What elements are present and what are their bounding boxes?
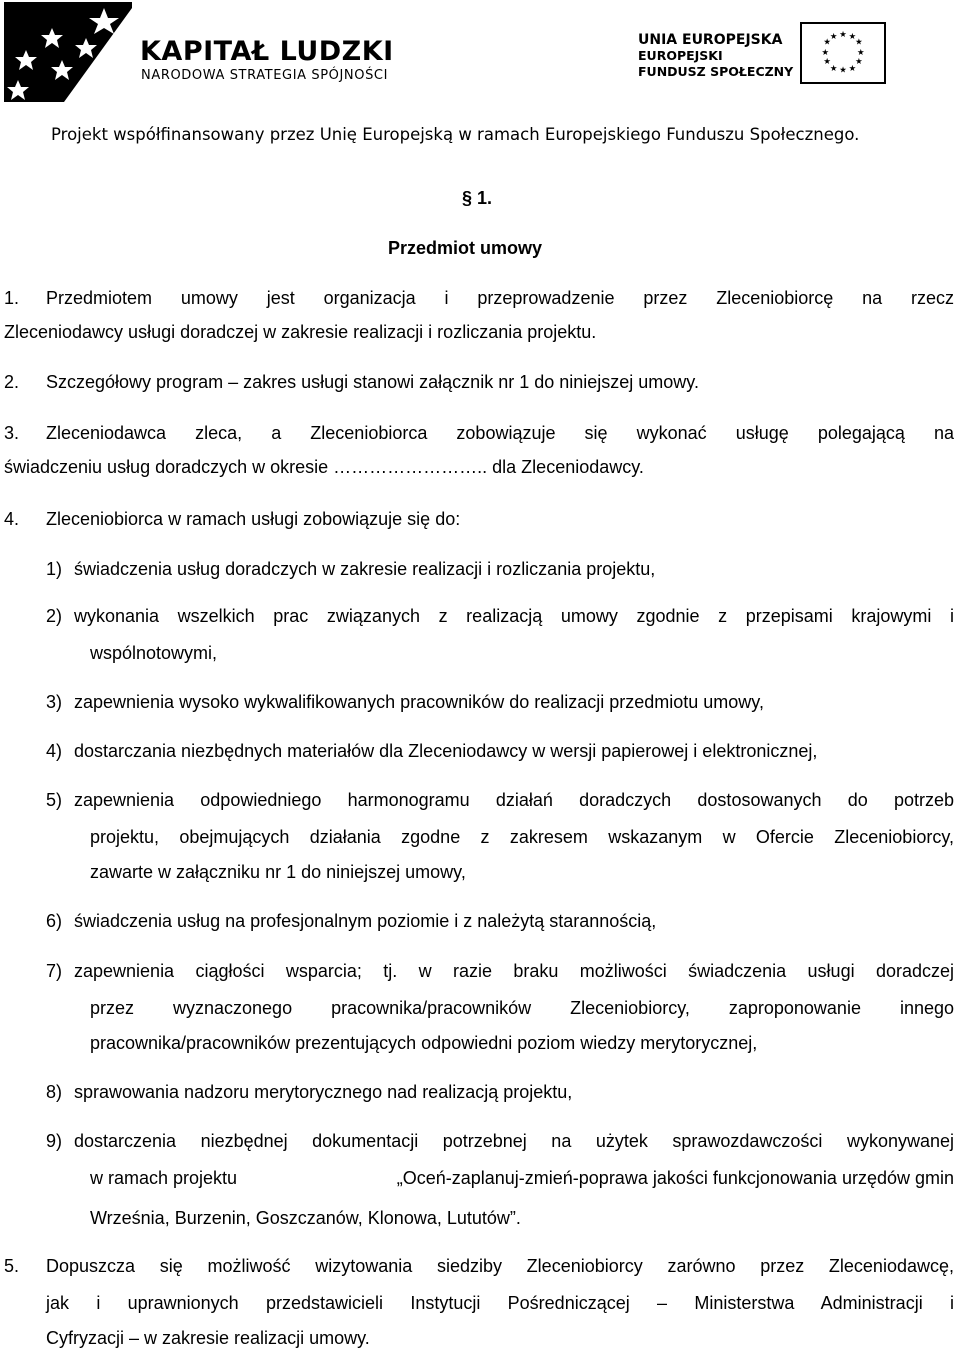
project-tagline: Projekt współfinansowany przez Unię Europejską w ramach Europejskiego Funduszu Społecznego. [51,125,860,144]
list-item-line: zapewnienia ciągłości wsparcia; tj. w razie braku możliwości świadczenia usługi doradczej [74,961,954,981]
paragraph-number: 3. [4,423,20,443]
eu-line-3: FUNDUSZ SPOŁECZNY [638,64,794,79]
list-item-number: 9) [46,1131,63,1151]
project-municipalities: Września, Burzenin, Goszczanów, Klonowa, Lututów”. [90,1208,521,1228]
svg-text:★: ★ [857,46,865,57]
svg-text:★: ★ [848,30,857,41]
svg-text:★: ★ [839,29,847,40]
list-item-number: 4) [46,741,63,761]
svg-text:★: ★ [821,46,829,57]
eu-label [638,32,793,80]
list-item-line: dostarczania niezbędnych materiałów dla Zleceniodawcy w wersji papierowej i elektronicznej, [74,741,818,761]
list-item-line: projektu, obejmujących działania zgodne z zakresem wskazanym w Ofercie Zleceniobiorcy, [90,827,954,847]
eu-line-2: EUROPEJSKI [638,48,723,63]
kapital-ludzki-title: KAPITAŁ LUDZKI [140,36,394,67]
list-item-number: 1) [46,559,63,579]
svg-text:★: ★ [839,64,847,75]
paragraph-number: 4. [4,509,20,529]
project-name: „Oceń-zaplanuj-zmień-poprawa jakości funkcjonowania urzędów gmin [396,1168,954,1188]
paragraph-line: Zleceniodawcy usługi doradczej w zakresie realizacji i rozliczania projektu. [4,322,597,342]
list-item-line: pracownika/pracowników prezentujących odpowiedni poziom wiedzy merytorycznej, [90,1033,758,1053]
list-item-line: dostarczenia niezbędnej dokumentacji potrzebnej na użytek sprawozdawczości wykonywanej [74,1131,954,1151]
list-item-number: 6) [46,911,63,931]
eu-flag-icon [800,22,886,84]
list-item-number: 5) [46,790,63,810]
section-number: § 1. [462,188,493,208]
paragraph-line: świadczeniu usług doradczych w okresie …………………….. dla Zleceniodawcy. [4,457,644,477]
paragraph-line: Zleceniodawca zleca, a Zleceniobiorca zobowiązuje się wykonać usługę polegającą na [46,423,954,443]
list-item-line: przez wyznaczonego pracownika/pracowników Zleceniobiorcy, zaproponowanie innego [90,998,954,1018]
kapital-ludzki-subtitle: NARODOWA STRATEGIA SPÓJNOŚCI [141,68,389,83]
list-item-line: świadczenia usług na profesjonalnym poziomie i z należytą starannością, [74,911,657,931]
list-item-line [90,1168,954,1189]
list-item-number: 8) [46,1082,63,1102]
project-prefix: w ramach projektu [90,1168,238,1188]
paragraph-line: Cyfryzacji – w zakresie realizacji umowy. [46,1328,370,1348]
list-item-number: 3) [46,692,63,712]
paragraph-line: Szczegółowy program – zakres usługi stanowi załącznik nr 1 do niniejszej umowy. [46,372,699,392]
svg-text:★: ★ [823,56,831,67]
svg-text:★: ★ [855,36,863,47]
paragraph-number: 2. [4,372,20,392]
svg-text:★: ★ [848,62,857,73]
paragraph-line: Zleceniobiorca w ramach usługi zobowiązuje się do: [46,509,461,529]
list-item-line: świadczenia usług doradczych w zakresie realizacji i rozliczania projektu, [74,559,656,579]
paragraph-number: 5. [4,1256,20,1276]
svg-text:★: ★ [829,62,838,73]
list-item-number: 7) [46,961,63,981]
svg-text:★: ★ [823,36,831,47]
list-item-line: sprawowania nadzoru merytorycznego nad realizacją projektu, [74,1082,573,1102]
list-item-line: wykonania wszelkich prac związanych z realizacją umowy zgodnie z przepisami krajowymi i [74,606,954,626]
list-item-line: zawarte w załączniku nr 1 do niniejszej umowy, [90,862,466,882]
svg-text:★: ★ [855,56,863,67]
paragraph-number: 1. [4,288,20,308]
paragraph-line: jak i uprawnionych przedstawicieli Instytucji Pośredniczącej – Ministerstwa Administracji i [46,1293,954,1313]
list-item-number: 2) [46,606,63,626]
list-item-line: zapewnienia odpowiedniego harmonogramu działań doradczych dostosowanych do potrzeb [74,790,954,810]
eu-line-1: UNIA EUROPEJSKA [638,32,783,48]
list-item-line: wspólnotowymi, [90,643,218,663]
paragraph-line: Przedmiotem umowy jest organizacja i przeprowadzenie przez Zleceniobiorcę na rzecz [46,288,954,308]
list-item-line: zapewnienia wysoko wykwalifikowanych pracowników do realizacji przedmiotu umowy, [74,692,764,712]
paragraph-line: Dopuszcza się możliwość wizytowania siedziby Zleceniobiorcy zarówno przez Zleceniodawcę, [46,1256,954,1276]
section-title: Przedmiot umowy [388,238,543,258]
kapital-ludzki-logo [4,2,132,102]
svg-text:★: ★ [829,30,838,41]
